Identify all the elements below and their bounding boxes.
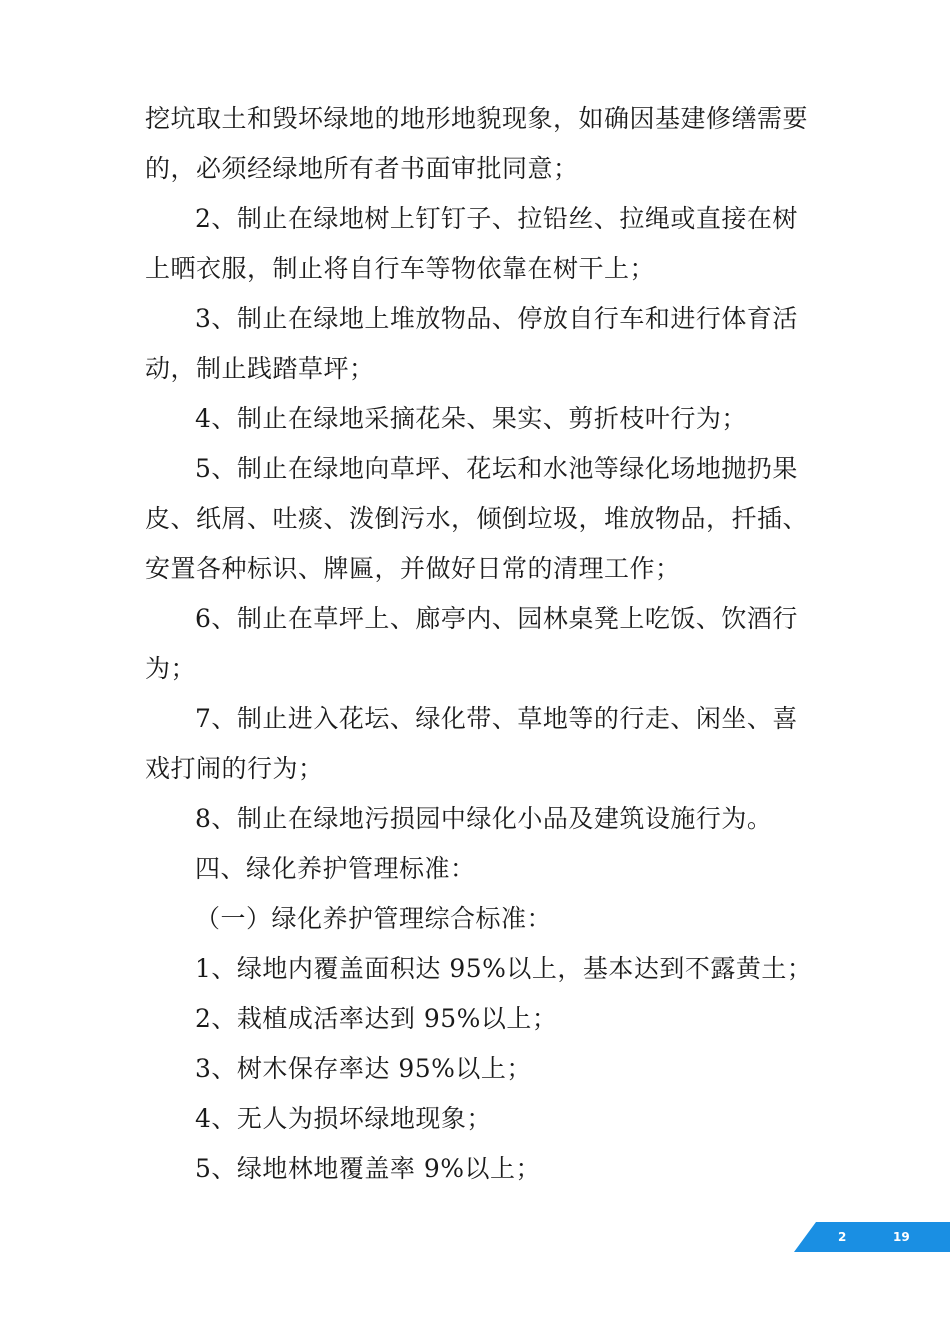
paragraph-line: 6、制止在草坪上、廊亭内、园林桌凳上吃饭、饮酒行 <box>195 604 798 633</box>
paragraph-line: 皮、纸屑、吐痰、泼倒污水，倾倒垃圾，堆放物品，扦插、 <box>145 504 809 533</box>
page-footer-bar <box>794 1222 950 1252</box>
section-heading: 四、绿化养护管理标准： <box>195 854 476 883</box>
paragraph-line: 7、制止进入花坛、绿化带、草地等的行走、闲坐、喜 <box>195 704 798 733</box>
paragraph-line: 5、制止在绿地向草坪、花坛和水池等绿化场地抛扔果 <box>195 454 798 483</box>
current-page-number: 2 <box>838 1230 847 1244</box>
total-pages-number: 19 <box>893 1230 910 1244</box>
paragraph-line: 2、制止在绿地树上钉钉子、拉铅丝、拉绳或直接在树 <box>195 204 798 233</box>
paragraph-line: 上晒衣服，制止将自行车等物依靠在树干上； <box>145 254 656 283</box>
paragraph-line: 2、栽植成活率达到 95%以上； <box>195 1004 558 1033</box>
paragraph-line: 1、绿地内覆盖面积达 95%以上，基本达到不露黄土； <box>195 954 813 983</box>
paragraph-line: 8、制止在绿地污损园中绿化小品及建筑设施行为。 <box>195 804 773 833</box>
paragraph-line: 的，必须经绿地所有者书面审批同意； <box>145 154 579 183</box>
paragraph-line: 挖坑取土和毁坏绿地的地形地貌现象，如确因基建修缮需要 <box>145 104 809 133</box>
subsection-heading: （一）绿化养护管理综合标准： <box>195 904 553 933</box>
paragraph-line: 为； <box>145 654 197 683</box>
paragraph-line: 戏打闹的行为； <box>145 754 324 783</box>
paragraph-line: 动，制止践踏草坪； <box>145 354 375 383</box>
paragraph-line: 安置各种标识、牌匾，并做好日常的清理工作； <box>145 554 681 583</box>
paragraph-line: 5、绿地林地覆盖率 9%以上； <box>195 1154 542 1183</box>
footer-bar-shape <box>794 1222 950 1252</box>
paragraph-line: 3、制止在绿地上堆放物品、停放自行车和进行体育活 <box>195 304 798 333</box>
paragraph-line: 4、无人为损坏绿地现象； <box>195 1104 492 1133</box>
paragraph-line: 3、树木保存率达 95%以上； <box>195 1054 532 1083</box>
paragraph-line: 4、制止在绿地采摘花朵、果实、剪折枝叶行为； <box>195 404 747 433</box>
